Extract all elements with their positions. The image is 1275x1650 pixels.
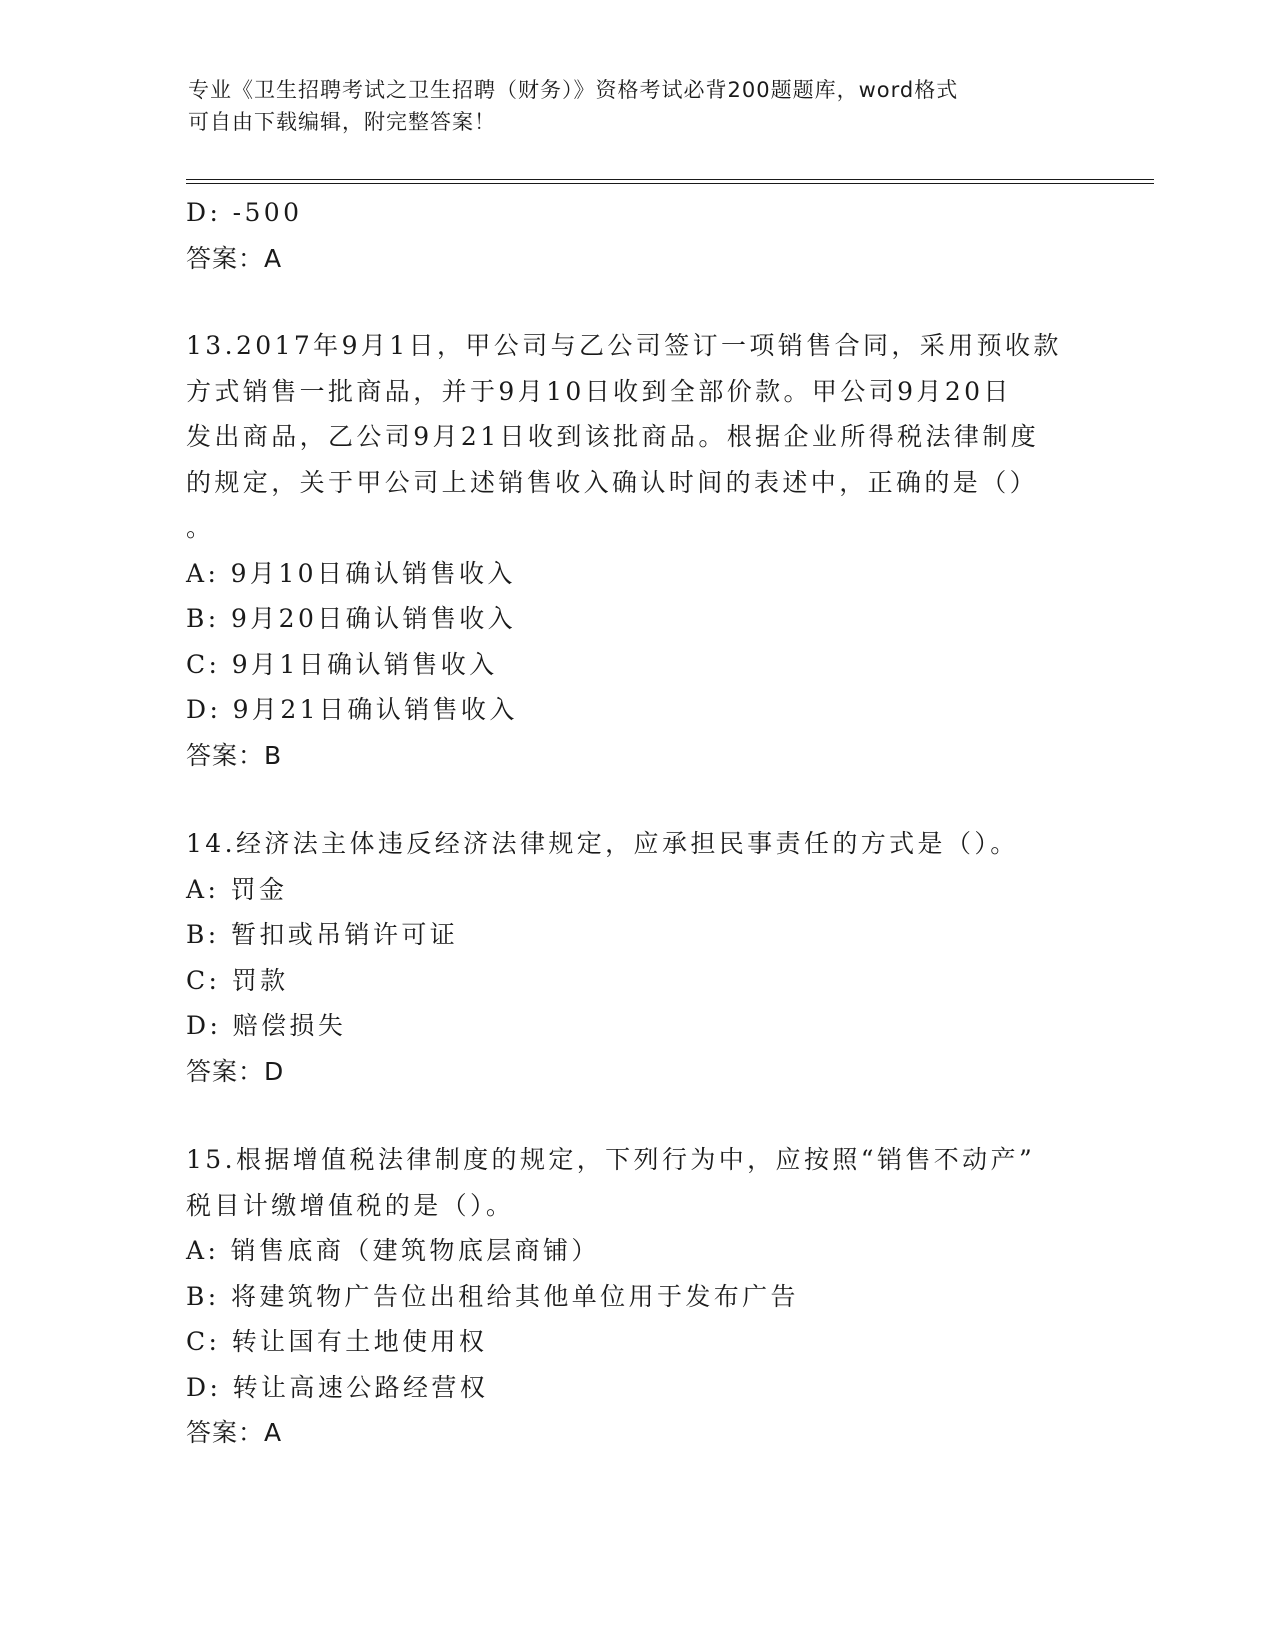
header-divider-bottom — [186, 183, 1154, 184]
question-12-tail — [186, 190, 1086, 281]
question-stem-line: 。 — [186, 513, 215, 542]
question-13 — [186, 323, 1086, 778]
question-stem-line: 的规定，关于甲公司上述销售收入确认时间的表述中，正确的是（） — [186, 467, 1039, 497]
option-d: D: -500 — [186, 198, 303, 227]
spacer — [186, 1094, 1086, 1137]
option-a: A: 9月10日确认销售收入 — [186, 558, 516, 588]
option-b: B: 暂扣或吊销许可证 — [186, 920, 459, 949]
answer-line: 答案：A — [186, 1418, 283, 1447]
question-stem-line: 方式销售一批商品，并于9月10日收到全部价款。甲公司9月20日 — [186, 376, 1012, 406]
answer-line: 答案：B — [186, 740, 283, 770]
question-list — [186, 190, 1086, 1456]
option-d: D: 9月21日确认销售收入 — [186, 695, 518, 724]
answer-line: 答案：A — [186, 243, 283, 273]
question-14 — [186, 821, 1086, 1094]
spacer — [186, 281, 1086, 323]
option-b: B: 将建筑物广告位出租给其他单位用于发布广告 — [186, 1281, 799, 1311]
option-d: D: 赔偿损失 — [186, 1011, 347, 1040]
document-header — [188, 74, 1068, 138]
question-stem-line: 14.经济法主体违反经济法律规定，应承担民事责任的方式是（）。 — [186, 829, 1019, 858]
header-title-line-2: 可自由下载编辑，附完整答案！ — [188, 110, 496, 134]
option-c: C: 9月1日确认销售收入 — [186, 649, 498, 679]
question-stem-line: 15.根据增值税法律制度的规定，下列行为中，应按照“销售不动产” — [186, 1145, 1036, 1174]
option-d: D: 转让高速公路经营权 — [186, 1372, 489, 1402]
spacer — [186, 778, 1086, 821]
option-b: B: 9月20日确认销售收入 — [186, 604, 517, 633]
option-a: A: 罚金 — [186, 874, 288, 904]
option-c: C: 转让国有土地使用权 — [186, 1327, 488, 1356]
option-a: A: 销售底商（建筑物底层商铺） — [186, 1236, 600, 1265]
question-stem-line: 13.2017年9月1日，甲公司与乙公司签订一项销售合同，采用预收款 — [186, 331, 1062, 360]
header-title-line-1: 专业《卫生招聘考试之卫生招聘（财务）》资格考试必背200题题库，word格式 — [188, 78, 959, 102]
question-15 — [186, 1137, 1086, 1456]
answer-line: 答案：D — [186, 1056, 285, 1086]
question-stem-line: 税目计缴增值税的是（）。 — [186, 1190, 515, 1220]
header-divider-top — [186, 179, 1154, 180]
option-c: C: 罚款 — [186, 965, 289, 995]
question-stem-line: 发出商品，乙公司9月21日收到该批商品。根据企业所得税法律制度 — [186, 422, 1040, 451]
